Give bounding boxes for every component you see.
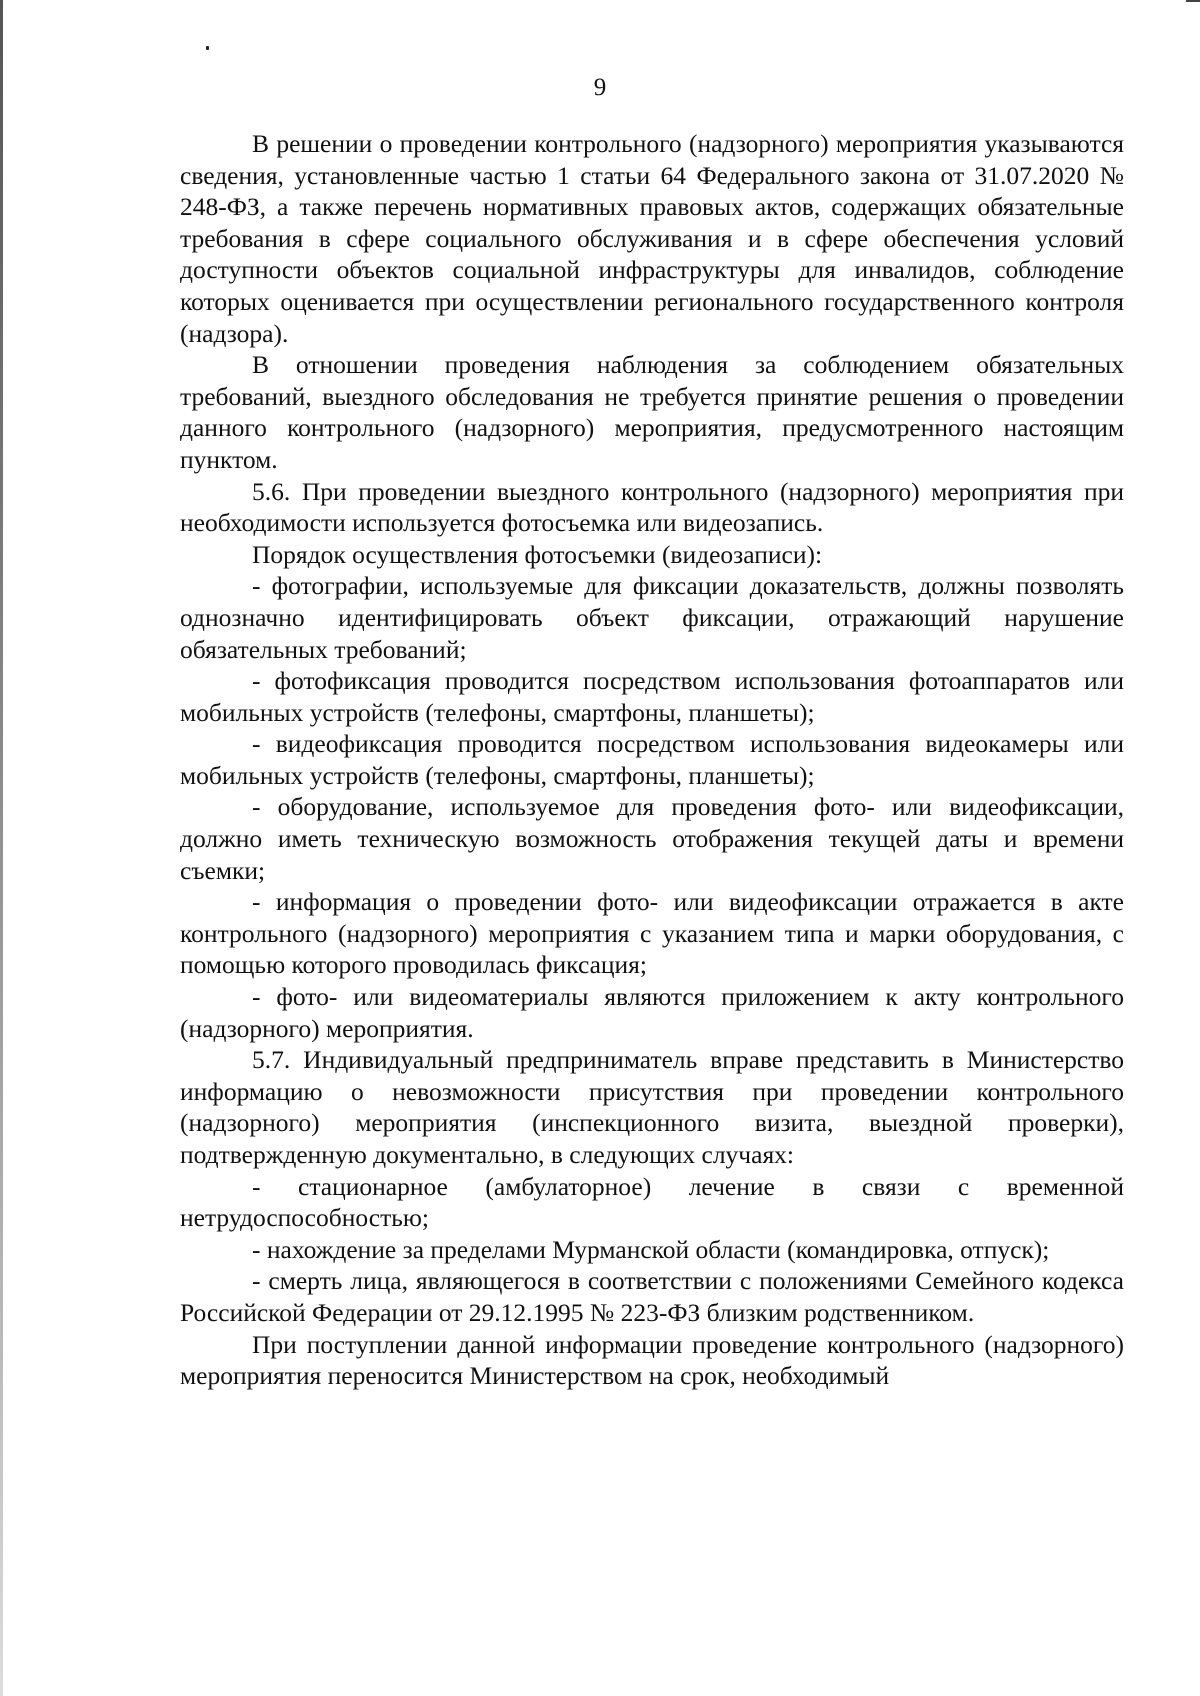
paragraph-5-6: 5.6. При проведении выездного контрольного (надзорного) мероприятия при необходимости используется фотосъемка или видеозапись. (180, 476, 1124, 538)
list-item-equipment: - оборудование, используемое для проведения фото- или видеофиксации, должно иметь техническую возможность отображения текущей даты и времени съемки; (180, 792, 1124, 885)
scan-edge (0, 0, 3, 1696)
document-body (180, 128, 1124, 1392)
paragraph-decision-info: В решении о проведении контрольного (надзорного) мероприятия указываются сведения, установленные частью 1 статьи 64 Федерального закона от 31.07.2020 № 248-ФЗ, а также перечень нормативных правовых актов, содержащих обязательные требования в сфере социального обслуживания и в сфере обеспечения условий доступности объектов социальной инфраструктуры для инвалидов, соблюдение которых оценивается при осуществлении регионального государственного контроля (надзора). (180, 129, 1124, 348)
list-item-act-info: - информация о проведении фото- или видеофиксации отражается в акте контрольного (надзорного) мероприятия с указанием типа и марки оборудования, с помощью которого проводилась фиксация; (180, 887, 1124, 980)
list-item-photos: - фотографии, используемые для фиксации доказательств, должны позволять однозначно идентифицировать объект фиксации, отражающий нарушение обязательных требований; (180, 571, 1124, 664)
paragraph-postponement: При поступлении данной информации проведение контрольного (надзорного) мероприятия переносится Министерством на срок, необходимый (180, 1329, 1124, 1391)
page-number: 9 (593, 74, 607, 101)
list-item-treatment: - стационарное (амбулаторное) лечение в связи с временной нетрудоспособностью; (180, 1171, 1124, 1233)
list-item-videofixation: - видеофиксация проводится посредством использования видеокамеры или мобильных устройств (телефоны, смартфоны, планшеты); (180, 729, 1124, 790)
paragraph-photo-procedure: Порядок осуществления фотосъемки (видеозаписи): (252, 539, 823, 569)
paragraph-5-7: 5.7. Индивидуальный предприниматель вправе представить в Министерство информацию о невозможности присутствия при проведении контрольного (надзорного) мероприятия (инспекционного визита, выездной проверки), подтвержденную документально, в следующих случаях: (180, 1045, 1124, 1169)
list-item-materials: - фото- или видеоматериалы являются приложением к акту контрольного (надзорного) мероприятия. (180, 982, 1124, 1043)
list-item-outside-region: - нахождение за пределами Мурманской области (командировка, отпуск); (252, 1234, 1050, 1264)
list-item-death: - смерть лица, являющегося в соответствии с положениями Семейного кодекса Российской Федерации от 29.12.1995 № 223-ФЗ близким родственником. (180, 1266, 1124, 1327)
scan-corner-mark (1186, 0, 1200, 2)
scan-speck (206, 46, 209, 50)
list-item-photofixation: - фотофиксация проводится посредством использования фотоаппаратов или мобильных устройств (телефоны, смартфоны, планшеты); (180, 666, 1124, 727)
paragraph-observation: В отношении проведения наблюдения за соблюдением обязательных требований, выездного обследования не требуется принятие решения о проведении данного контрольного (надзорного) мероприятия, предусмотренного настоящим пунктом. (180, 350, 1124, 474)
